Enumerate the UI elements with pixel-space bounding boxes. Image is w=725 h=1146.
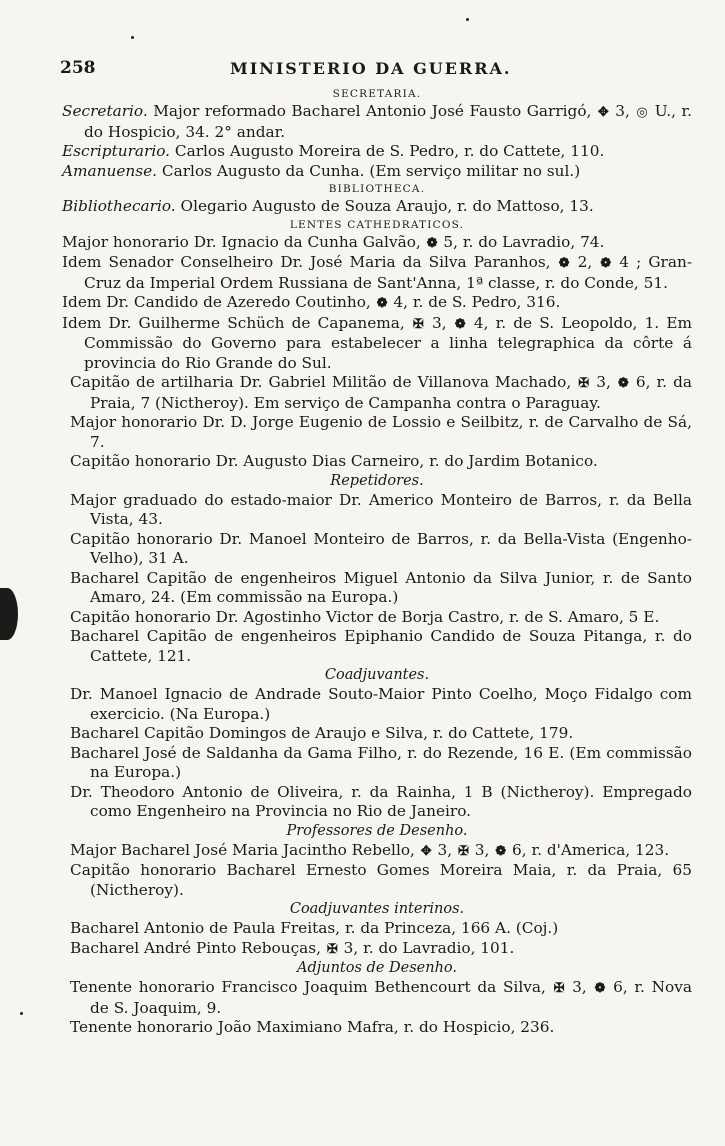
list-item: Idem Dr. Candido de Azeredo Coutinho, ❁ 4, r. de S. Pedro, 316. [62,293,561,311]
page-edge-stain [0,588,18,640]
list-item: Tenente honorario Francisco Joaquim Bethencourt da Silva, ✠ 3, ❁ 6, r. Nova de S. Joaquim, 9. [70,978,692,1017]
list-item: Capitão honorario Dr. Manoel Monteiro de Barros, r. da Bella-Vista (Engenho-Velho), 31 A. [70,529,692,567]
cross-order-icon: ✠ [553,981,565,996]
list-item: Idem Dr. Guilherme Schüch de Capanema, ✠ 3, ❁ 4, r. de S. Leopoldo, 1. Em Commissão do Governo para estabelecer a linha telegraphica da côrte á provincia do Rio Grande do Sul. [62,313,692,372]
rose-order-icon: ❁ [600,256,612,271]
section-heading: Adjuntos de Desenho. [297,960,457,976]
section-heading: BIBLIOTHECA. [328,183,426,195]
page-number: 258 [60,58,96,78]
rose-order-icon: ❁ [558,256,570,271]
list-item: Bacharel Antonio de Paula Freitas, r. da Princeza, 166 A. (Coj.) [70,919,559,937]
commenda-icon: ✥ [420,843,432,859]
list-item: Capitão honorario Bacharel Ernesto Gomes Moreira Maia, r. da Praia, 65 (Nictheroy). [70,861,692,899]
cross-order-icon: ✠ [458,843,469,859]
list-item: Bacharel Capitão Domingos de Araujo e Silva, r. do Cattete, 179. [70,724,574,742]
section-heading: Coadjuvantes. [324,667,430,683]
rose-order-icon: ❁ [617,376,629,391]
running-title: MINISTERIO DA GUERRA. [230,59,512,78]
list-item: Major honorario Dr. D. Jorge Eugenio de Lossio e Seilbitz, r. de Carvalho de Sá, 7. [70,413,692,451]
list-item: Dr. Manoel Ignacio de Andrade Souto-Maior Pinto Coelho, Moço Fidalgo com exercicio. (Na Europa.) [70,685,692,723]
list-item: Bacharel André Pinto Rebouças, ✠ 3, r. do Lavradio, 101. [70,938,515,957]
ink-speck [20,1012,23,1015]
role-label: Secretario. [62,102,148,120]
list-item: Tenente honorario João Maximiano Mafra, r. do Hospicio, 236. [70,1018,555,1036]
section-heading: LENTES CATHEDRATICOS. [289,218,465,231]
entry-bibliothecario: Bibliothecario. Olegario Augusto de Souza Araujo, r. do Mattoso, 13. [62,197,594,215]
cross-order-icon: ✠ [578,376,590,391]
cross-order-icon: ✠ [412,316,424,332]
rose-order-icon: ❁ [495,843,507,859]
circle-order-icon: ◎ [636,105,649,120]
section-heading: Professores de Desenho. [286,822,468,839]
ink-speck [131,36,134,39]
section-heading: SECRETARIA. [332,88,422,100]
section-heading: Coadjuvantes interinos. [289,901,465,917]
list-item: Bacharel Capitão de engenheiros Epiphanio Candido de Souza Pitanga, r. do Cattete, 121. [70,627,692,665]
running-header [60,58,660,82]
cross-order-icon: ✠ [326,941,338,957]
ink-speck [466,18,469,21]
role-label: Bibliothecario. [62,197,176,215]
list-item: Dr. Theodoro Antonio de Oliveira, r. da Rainha, 1 B (Nictheroy). Empregado como Engenheiro na Provincia no Rio de Janeiro. [70,782,692,820]
entry-amanuense: Amanuense. Carlos Augusto da Cunha. (Em serviço militar no sul.) [62,161,581,180]
list-item: Major graduado do estado-maior Dr. Americo Monteiro de Barros, r. da Bella Vista, 43. [70,490,692,528]
list-item: Capitão honorario Dr. Agostinho Victor de Borja Castro, r. de S. Amaro, 5 E. [70,607,660,626]
list-item: Capitão de artilharia Dr. Gabriel Militão de Villanova Machado, ✠ 3, ❁ 6, r. da Praia, 7 (Nictheroy). Em serviço de Campanha contra o Paraguay. [70,373,692,412]
entry-escripturario: Escripturario. Carlos Augusto Moreira de S. Pedro, r. do Cattete, 110. [62,142,605,160]
list-item: Bacharel Capitão de engenheiros Miguel Antonio da Silva Junior, r. de Santo Amaro, 24. (Em commissão na Europa.) [70,568,692,606]
rose-order-icon: ❁ [376,296,388,311]
list-item: Major honorario Dr. Ignacio da Cunha Galvão, ❁ 5, r. do Lavradio, 74. [62,232,605,251]
list-item: Idem Senador Conselheiro Dr. José Maria da Silva Paranhos, ❁ 2, ❁ 4 ; Gran-Cruz da Imperial Ordem Russiana de Sant'Anna, 1ª classe, r. do Conde, 51. [62,253,692,292]
page-content [62,86,692,1038]
section-heading: Repetidores. [330,472,424,489]
list-item: Major Bacharel José Maria Jacintho Rebello, ✥ 3, ✠ 3, ❁ 6, r. d'America, 123. [70,840,670,859]
commenda-icon: ✥ [597,105,609,120]
entry-secretario: Secretario. Major reformado Bacharel Antonio José Fausto Garrigó, ✥ 3, ◎ U., r. do Hospicio, 34. 2° andar. [62,102,692,141]
role-label: Escripturario. [62,142,171,160]
rose-order-icon: ❁ [426,235,438,251]
list-item: Bacharel José de Saldanha da Gama Filho, r. do Rezende, 16 E. (Em commissão na Europa.) [70,743,692,781]
role-label: Amanuense. [62,161,158,180]
rose-order-icon: ❁ [594,981,606,996]
list-item: Capitão honorario Dr. Augusto Dias Carneiro, r. do Jardim Botanico. [70,452,598,470]
rose-order-icon: ❁ [454,316,466,332]
